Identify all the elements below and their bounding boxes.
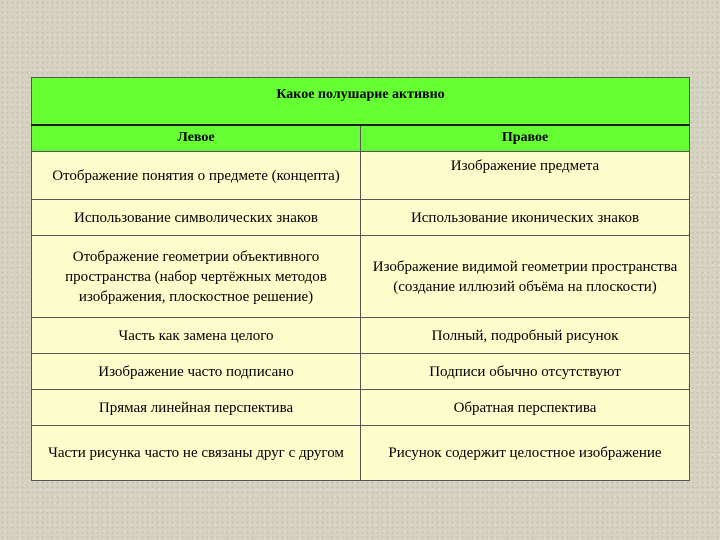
table-row [32, 152, 690, 200]
row-6-left: Прямая линейная перспектива [32, 390, 361, 426]
table-row [32, 200, 690, 236]
table-title-row [32, 78, 690, 125]
row-4-right: Полный, подробный рисунок [361, 318, 690, 354]
row-6-right: Обратная перспектива [361, 390, 690, 426]
hemisphere-comparison-table [31, 77, 690, 481]
row-5-right: Подписи обычно отсутствуют [361, 354, 690, 390]
header-right: Правое [361, 125, 690, 152]
row-7-left: Части рисунка часто не связаны друг с другом [32, 426, 361, 481]
table-row [32, 354, 690, 390]
row-3-right: Изображение видимой геометрии пространства (создание иллюзий объёма на плоскости) [361, 236, 690, 318]
table-row [32, 426, 690, 481]
row-4-left: Часть как замена целого [32, 318, 361, 354]
row-2-left: Использование символических знаков [32, 200, 361, 236]
row-1-right: Изображение предмета [361, 152, 690, 200]
row-2-right: Использование иконических знаков [361, 200, 690, 236]
table-row [32, 390, 690, 426]
table-title: Какое полушарие активно [32, 78, 690, 125]
table-row [32, 318, 690, 354]
row-7-right: Рисунок содержит целостное изображение [361, 426, 690, 481]
table-header-row [32, 125, 690, 152]
row-3-left: Отображение геометрии объективного пространства (набор чертёжных методов изображения, плоскостное решение) [32, 236, 361, 318]
row-1-left: Отображение понятия о предмете (концепта) [32, 152, 361, 200]
row-5-left: Изображение часто подписано [32, 354, 361, 390]
table-row [32, 236, 690, 318]
header-left: Левое [32, 125, 361, 152]
